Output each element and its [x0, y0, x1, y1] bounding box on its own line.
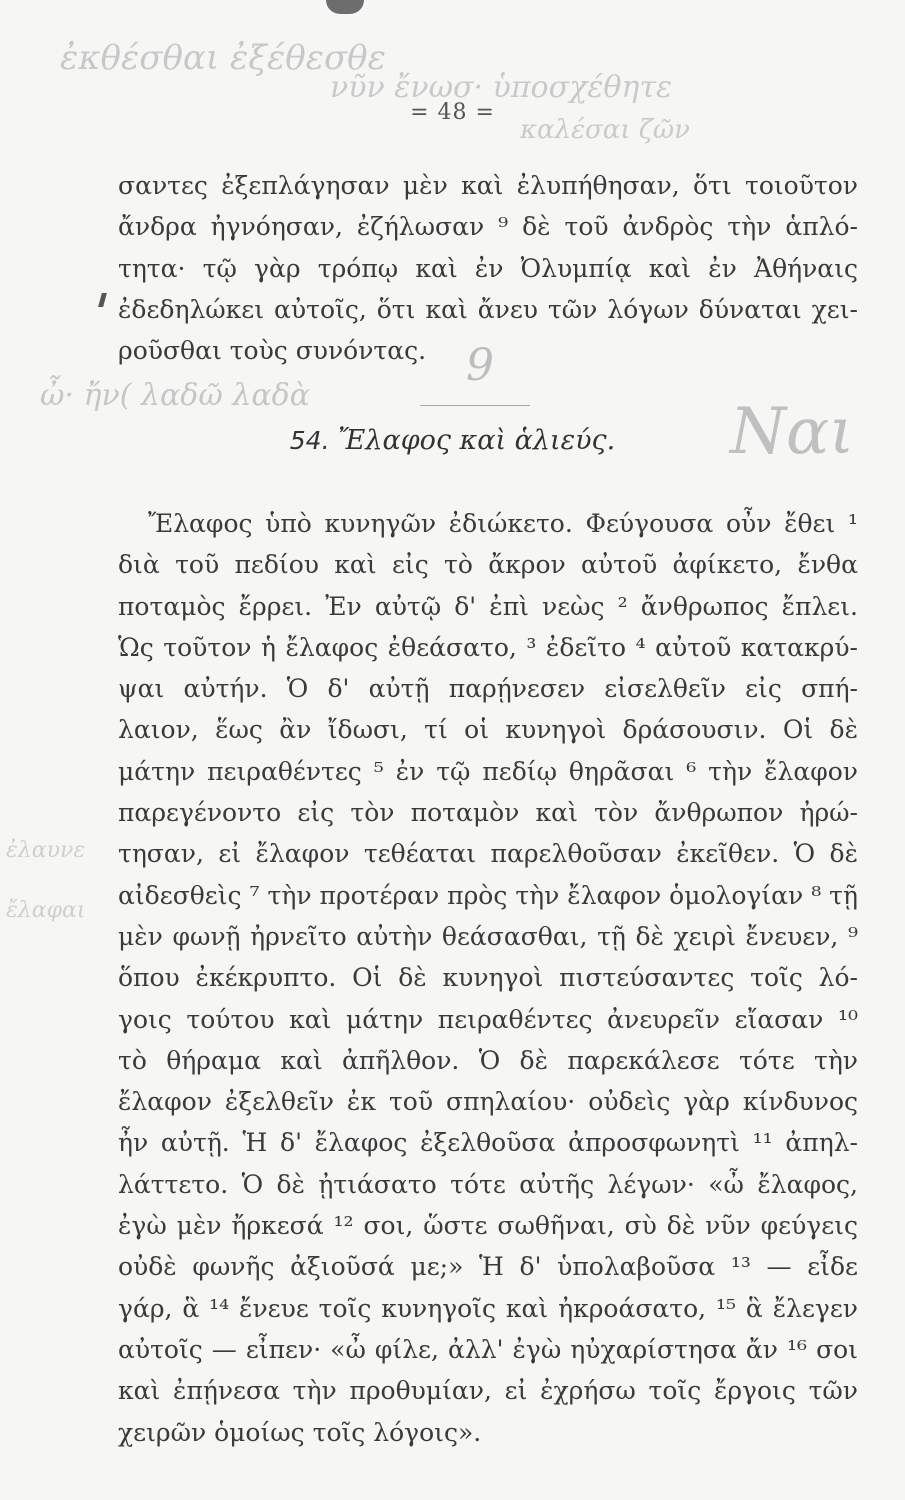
text-line: ἄνδρα ἠγνόησαν, ἐζήλωσαν ⁹ δὲ τοῦ ἀνδρὸς τὴν ἁπλό- — [118, 212, 858, 242]
handwritten-note: ἔλαφαι — [6, 898, 86, 923]
text-line: γοις τούτου καὶ μάτην πειραθέντες ἀνευρεῖν εἴασαν ¹⁰ — [118, 1004, 858, 1034]
handwritten-note: ἐλαυνε — [6, 838, 86, 863]
text-line: οὐδὲ φωνῆς ἀξιοῦσά με;» Ἡ δ' ὑπολαβοῦσα ¹³ — εἶδε — [118, 1252, 858, 1282]
text-line: σαντες ἐξεπλάγησαν μὲν καὶ ἐλυπήθησαν, ὅτι τοιοῦτον — [118, 171, 858, 200]
handwritten-note: ἐκθέσθαι ἐξέθεσθε — [60, 38, 386, 78]
text-line: καὶ ἐπῄνεσα τὴν προθυμίαν, εἰ ἐχρήσω τοῖς ἔργοις τῶν — [118, 1376, 858, 1406]
text-line: διὰ τοῦ πεδίου καὶ εἰς τὸ ἄκρον αὐτοῦ ἀφίκετο, ἔνθα — [118, 550, 858, 580]
handwritten-note: 9 — [466, 340, 494, 391]
section-number: 54. — [289, 426, 330, 455]
section-title: Ἔλαφος καὶ ἁλιεύς. — [338, 425, 616, 456]
ink-blot — [326, 0, 364, 14]
text-line: ἦν αὐτῇ. Ἡ δ' ἔλαφος ἐξελθοῦσα ἀπροσφωνητὶ ¹¹ ἀπηλ- — [118, 1128, 858, 1158]
text-line: ποταμὸς ἔρρει. Ἐν αὐτῷ δ' ἐπὶ νεὼς ² ἄνθρωπος ἔπλει. — [118, 591, 858, 621]
text-line: μὲν φωνῇ ἠρνεῖτο αὐτὴν θεάσασθαι, τῇ δὲ χειρὶ ἔνευεν, ⁹ — [118, 921, 858, 951]
text-line: γάρ, ἃ ¹⁴ ἔνευε τοῖς κυνηγοῖς καὶ ἠκροάσατο, ¹⁵ ἃ ἔλεγεν — [118, 1293, 858, 1323]
section-heading — [0, 425, 905, 456]
text-line: ψαι αὐτήν. Ὁ δ' αὐτῇ παρῄνεσεν εἰσελθεῖν εἰς σπή- — [118, 674, 858, 704]
text-line: Ὡς τοῦτον ἡ ἔλαφος ἐθεάσατο, ³ ἐδεῖτο ⁴ αὐτοῦ κατακρύ- — [118, 632, 858, 662]
text-line: τητα· τῷ γὰρ τρόπῳ καὶ ἐν Ὀλυμπίᾳ καὶ ἐν Ἀθήναις — [118, 253, 858, 283]
page-number: = 48 = — [410, 100, 495, 125]
handwritten-note: νῦν ἔνωσ· ὑποσχέθητε — [330, 70, 673, 105]
text-line: λαιον, ἕως ἂν ἴδωσι, τί οἱ κυνηγοὶ δράσουσιν. Οἱ δὲ — [118, 715, 858, 745]
text-line: ροῦσθαι τοὺς συνόντας. — [118, 336, 427, 366]
text-line: αὐτοῖς — εἶπεν· «ὦ φίλε, ἀλλ' ἐγὼ ηὐχαρίστησα ἄν ¹⁶ σοι — [118, 1334, 858, 1364]
handwritten-note: Ναι — [730, 395, 855, 469]
ink-mark — [98, 293, 107, 307]
text-line: ὅπου ἐκέκρυπτο. Οἱ δὲ κυνηγοὶ πιστεύσαντες τοῖς λό- — [118, 963, 858, 993]
text-line: λάττετο. Ὁ δὲ ᾐτιάσατο τότε αὐτῆς λέγων· «ὦ ἔλαφος, — [118, 1169, 858, 1199]
text-line: ἔλαφον ἐξελθεῖν ἐκ τοῦ σπηλαίου· οὐδεὶς γὰρ κίνδυνος — [118, 1087, 858, 1117]
text-line: χειρῶν ὁμοίως τοῖς λόγοις». — [118, 1417, 482, 1447]
text-line: παρεγένοντο εἰς τὸν ποταμὸν καὶ τὸν ἄνθρωπον ἠρώ- — [118, 798, 858, 828]
text-line: μάτην πειραθέντες ⁵ ἐν τῷ πεδίῳ θηρᾶσαι ⁶ τὴν ἔλαφον — [118, 756, 858, 786]
divider — [420, 405, 530, 406]
text-line: τὸ θήραμα καὶ ἀπῆλθον. Ὁ δὲ παρεκάλεσε τότε τὴν — [118, 1045, 858, 1075]
text-line: τησαν, εἰ ἔλαφον τεθέαται παρελθοῦσαν ἐκεῖθεν. Ὁ δὲ — [118, 839, 858, 869]
text-line: ἐδεδηλώκει αὐτοῖς, ὅτι καὶ ἄνευ τῶν λόγων δύναται χει- — [118, 294, 858, 324]
text-line: Ἔλαφος ὑπὸ κυνηγῶν ἐδιώκετο. Φεύγουσα οὖν ἔθει ¹ — [148, 509, 858, 538]
handwritten-note: ὦ· ἤν( λαδῶ λαδὰ — [40, 378, 310, 413]
handwritten-note: καλέσαι ζῶν — [520, 115, 690, 145]
text-line: αἰδεσθεὶς ⁷ τὴν προτέραν πρὸς τὴν ἔλαφον ὁμολογίαν ⁸ τῇ — [118, 880, 858, 910]
text-line: ἐγὼ μὲν ἤρκεσά ¹² σοι, ὥστε σωθῆναι, σὺ δὲ νῦν φεύγεις — [118, 1211, 858, 1241]
story-paragraph — [118, 503, 858, 1453]
